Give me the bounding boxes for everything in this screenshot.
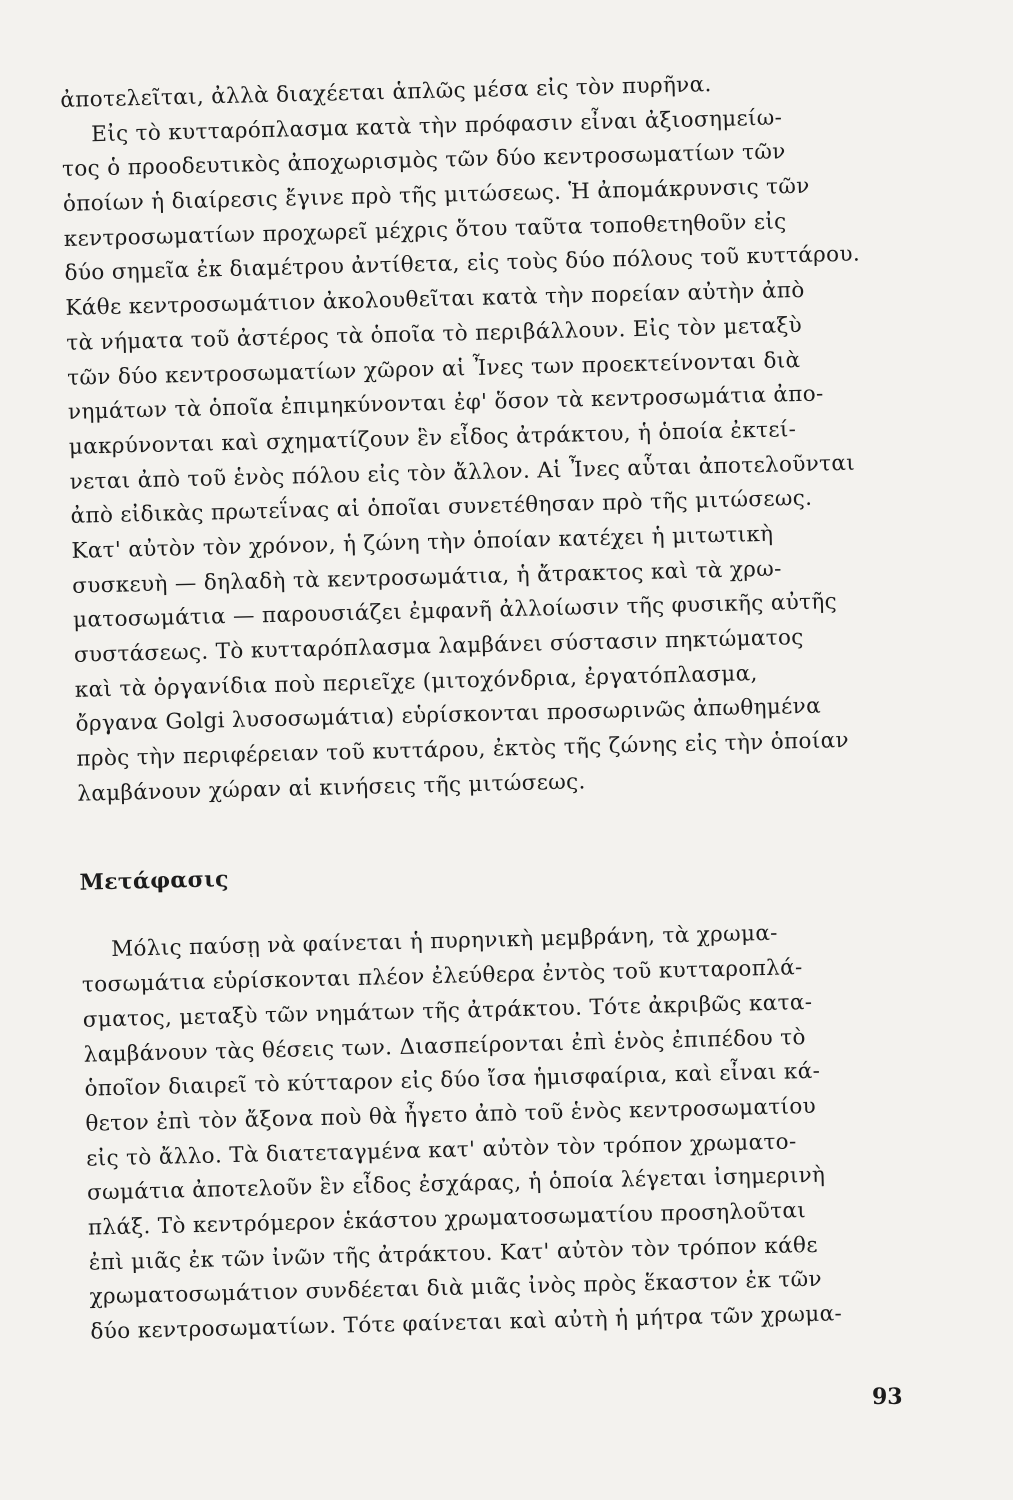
text-line: συσκευὴ — δηλαδὴ τὰ κεντροσωμάτια, ἡ ἄτρακτος καὶ τὰ χρω-: [71, 556, 783, 599]
text-line: ὄργανα Golgi λυσοσωμάτια) εὑρίσκονται προσωρινῶς ἀπωθημένα: [75, 693, 822, 738]
text-line: καὶ τὰ ὀργανίδια ποὺ περιεῖχε (μιτοχόνδρια, ἐργατόπλασμα,: [74, 660, 758, 703]
text-line: συστάσεως. Τὸ κυτταρόπλασμα λαμβάνει σύστασιν πηκτώματος: [73, 624, 804, 668]
text-line: Κατ' αὐτὸν τὸν χρόνον, ἡ ζώνη τὴν ὁποίαν κατέχει ἡ μιτωτικὴ: [71, 521, 774, 564]
text-line: σματος, μεταξὺ τῶν νημάτων τῆς ἀτράκτου. Τότε ἀκριβῶς κατα-: [82, 989, 813, 1033]
text-line: πρὸς τὴν περιφέρειαν τοῦ κυττάρου, ἐκτὸς τῆς ζώνης εἰς τὴν ὁποίαν: [76, 727, 850, 772]
text-line: ἀποτελεῖται, ἀλλὰ διαχέεται ἁπλῶς μέσα εἰς τὸν πυρῆνα.: [60, 72, 712, 113]
text-line: λαμβάνουν τὰς θέσεις των. Διασπείρονται ἐπὶ ἑνὸς ἐπιπέδου τὸ: [83, 1024, 807, 1068]
text-line: τὰ νήματα τοῦ ἀστέρος τὰ ὁποῖα τὸ περιβάλλουν. Εἰς τὸν μεταξὺ: [66, 312, 803, 356]
text-line: χρωματοσωμάτιον συνδέεται διὰ μιᾶς ἰνὸς πρὸς ἕκαστον ἐκ τῶν: [89, 1267, 823, 1310]
text-line: ὁποῖον διαιρεῖ τὸ κύτταρον εἰς δύο ἴσα ἡμισφαίρια, καὶ εἶναι κά-: [84, 1058, 821, 1102]
text-line: θετον ἐπὶ τὸν ἄξονα ποὺ θὰ ἦγετο ἀπὸ τοῦ ἑνὸς κεντροσωματίου: [85, 1093, 817, 1137]
page-number: 93: [872, 1384, 903, 1410]
text-line: λαμβάνουν χώραν αἱ κινήσεις τῆς μιτώσεως.: [77, 769, 586, 807]
paragraph-metaphase: [81, 913, 951, 1350]
text-line: Εἰς τὸ κυτταρόπλασμα κατὰ τὴν πρόφασιν εἶναι ἀξιοσημείω-: [90, 105, 783, 147]
text-line: τος ὁ προοδευτικὸς ἀποχωρισμὸς τῶν δύο κεντροσωματίων τῶν: [61, 139, 786, 183]
text-line: Μόλις παύσῃ νὰ φαίνεται ἡ πυρηνικὴ μεμβράνη, τὰ χρωμα-: [110, 921, 779, 963]
text-line: νεται ἀπὸ τοῦ ἑνὸς πόλου εἰς τὸν ἄλλον. Αἱ Ἶνες αὗται ἀποτελοῦνται: [69, 450, 856, 495]
text-line: κεντροσωματίων προχωρεῖ μέχρις ὅτου ταῦτα τοποθετηθοῦν εἰς: [63, 209, 787, 252]
section-heading: Μετάφασις: [79, 866, 230, 897]
text-line: εἰς τὸ ἄλλο. Τὰ διατεταγμένα κατ' αὐτὸν τὸν τρόπον χρωματο-: [85, 1128, 797, 1172]
text-line: Κάθε κεντροσωμάτιον ἀκολουθεῖται κατὰ τὴν πορείαν αὐτὴν ἀπὸ: [65, 277, 805, 322]
text-line: ἀπὸ εἰδικὰς πρωτεΐνας αἱ ὁποῖαι συνετέθησαν πρὸ τῆς μιτώσεως.: [70, 485, 813, 530]
text-line: ἐπὶ μιᾶς ἐκ τῶν ἰνῶν τῆς ἀτράκτου. Κατ' αὐτὸν τὸν τρόπον κάθε: [88, 1232, 819, 1276]
text-line: δύο κεντροσωματίων. Τότε φαίνεται καὶ αὐτὴ ἡ μήτρα τῶν χρωμα-: [90, 1301, 843, 1345]
text-line: τοσωμάτια εὑρίσκονται πλέον ἐλεύθερα ἐντὸς τοῦ κυτταροπλά-: [81, 955, 803, 998]
text-line: σωμάτια ἀποτελοῦν ἓν εἶδος ἐσχάρας, ἡ ὁποία λέγεται ἰσημερινὴ: [86, 1162, 826, 1206]
page-body: [60, 63, 951, 1350]
text-line: πλάξ. Τὸ κεντρόμερον ἑκάστου χρωματοσωματίου προσηλοῦται: [87, 1198, 807, 1241]
text-line: τῶν δύο κεντροσωματίων χῶρον αἱ Ἶνες των προεκτείνονται διὰ: [66, 347, 801, 391]
text-line: ματοσωμάτια — παρουσιάζει ἐμφανῆ ἀλλοίωσιν τῆς φυσικῆς αὐτῆς: [72, 589, 838, 634]
text-line: μακρύνονται καὶ σχηματίζουν ἓν εἶδος ἀτράκτου, ἡ ὁποία ἐκτεί-: [68, 416, 797, 460]
text-line: δύο σημεῖα ἐκ διαμέτρου ἀντίθετα, εἰς τοὺς δύο πόλους τοῦ κυττάρου.: [64, 241, 861, 287]
text-line: νημάτων τὰ ὁποῖα ἐπιμηκύνονται ἐφ' ὅσον τὰ κεντροσωμάτια ἀπο-: [67, 381, 824, 426]
paragraph-prophase-continued: [60, 63, 938, 812]
text-line: ὁποίων ἡ διαίρεσις ἔγινε πρὸ τῆς μιτώσεως. Ἡ ἀπομάκρυνσις τῶν: [62, 173, 810, 218]
